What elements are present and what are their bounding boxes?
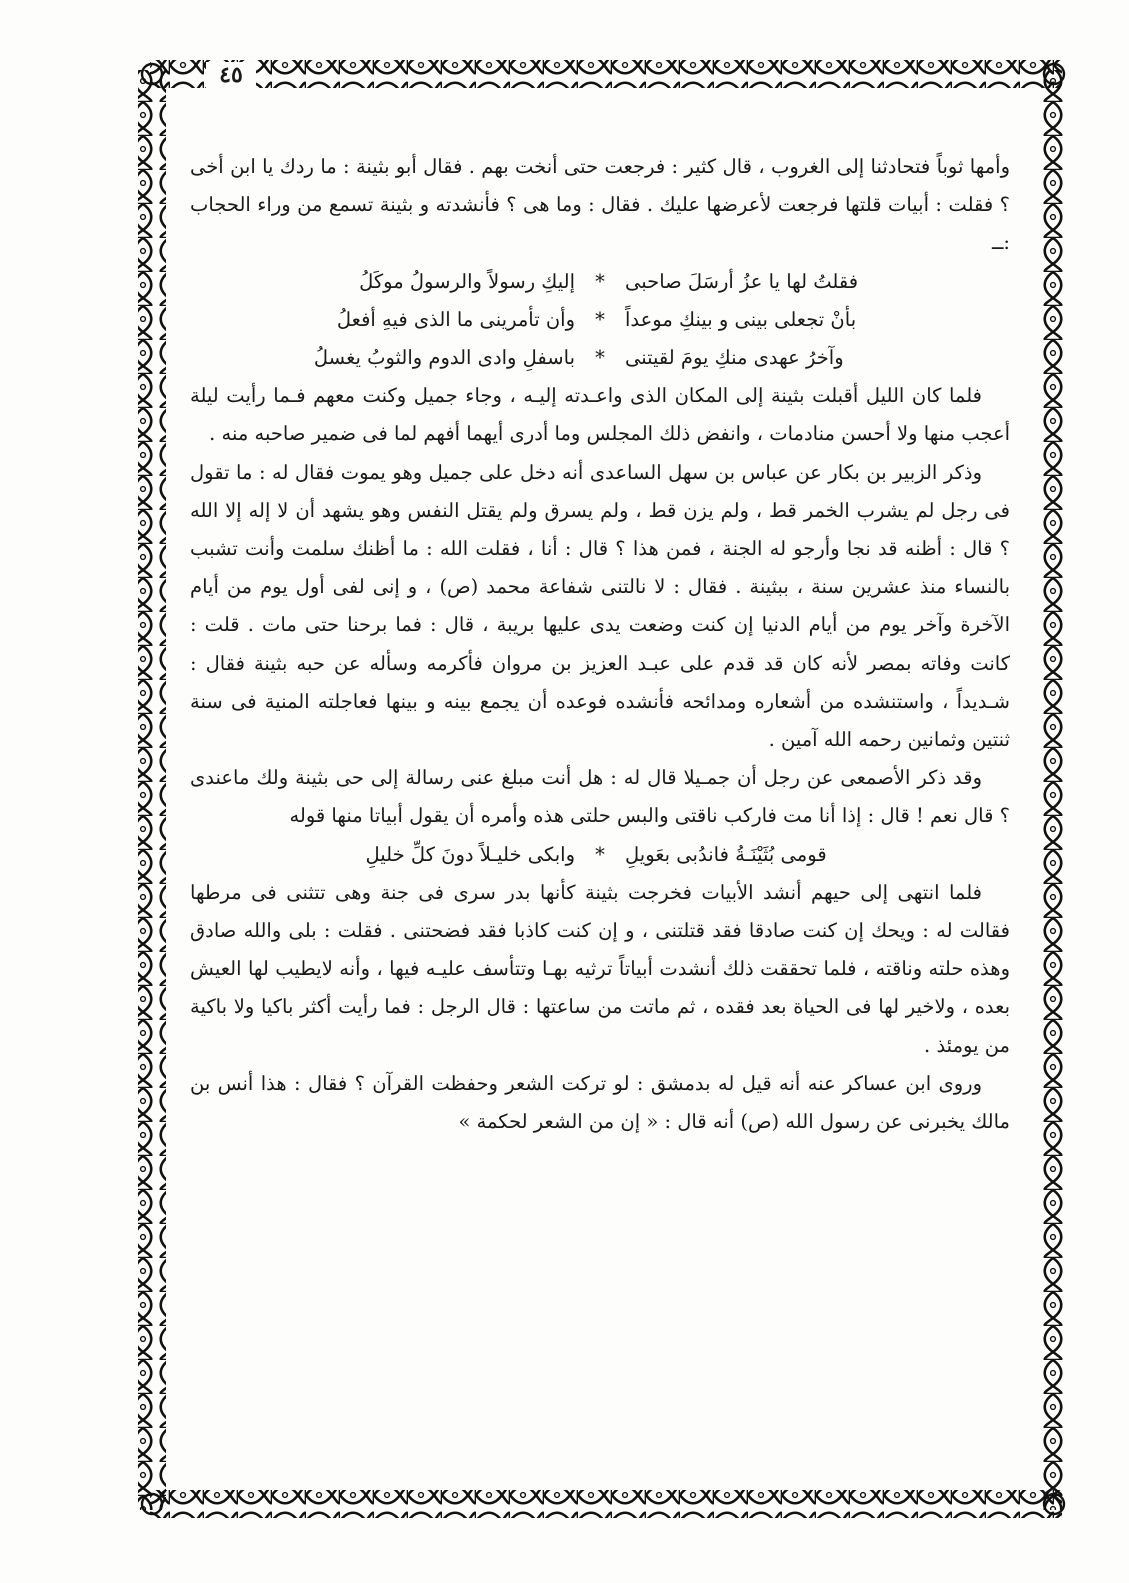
paragraph: فلما انتهى إلى حيهم أنشد الأبيات فخرجت بثينة كأنها بدر سرى فى جنة وهى تتثنى فى مرطها فقالت له : ويحك إن كنت صادقا فقد قتلتنى ، و إن كنت كاذبا فقد فضحتنى . فقلت : بلى والله صادق وهذه حلته وناقته ، فلما تحققت ذلك أنشدت أبياتاً ترثيه بهـا وتتأسف عليـه فيها ، وأنه لايطيب لها العيش بعده ، ولاخير لها فى الحياة بعد فقده ، ثم ماتت من ساعتها : قال الرجل : فما رأيت أكثر باكيا ولا باكية من يومئذ .: [190, 880, 1010, 1057]
verse-line: [190, 263, 1010, 301]
paragraph: وذكر الزبير بن بكار عن عباس بن سهل الساعدى أنه دخل على جميل وهو يموت فقال له : ما تقول فى رجل لم يشرب الخمر قط ، ولم يزن قط ، ولم يسرق ولم يقتل النفس وهو يشهد أن لا إله إلا الله ؟ قال : أظنه قد نجا وأرجو له الجنة ، فمن هذا ؟ قال : أنا ، فقلت الله : ما أظنك سلمت وأنت تشبب بالنساء منذ عشرين سنة ، ببثينة . فقال : لا نالتنى شفاعة محمد (ص) ، و إنى لفى أول يوم من أيام الآخرة وآخر يوم من أيام الدنيا إن كنت وضعت يدى عليها بريبة ، قال : فما برحنا حتى مات . قلت : كانت وفاته بمصر لأنه كان قد قدم على عبـد العزيز بن مروان فأكرمه وسأله عن حبه بثينة فقال : شـديداً ، واستنشده من أشعاره ومدائحه فأنشده فوعده أن يجمع بينه و بينها فعاجلته المنية فى سنة ثنتين وثمانين رحمه الله آمين .: [190, 460, 1010, 752]
verse-line: [190, 301, 1010, 339]
page-number: ٤٥: [206, 62, 256, 88]
paragraph: فلما كان الليل أقبلت بثينة إلى المكان الذى واعـدته إليـه ، وجاء جميل وكنت معهم فـما رأيت ليلة أعجب منها ولا أحسن منادمات ، وانفض ذلك المجلس وما أدرى أيهما أفهم لما فى ضمير صاحبه منه .: [190, 384, 1010, 446]
verse-line: [190, 836, 1010, 874]
verse-first-hemistich: وآخرُ عهدى منكِ يومَ لقيتنى: [625, 346, 844, 370]
verse-separator: *: [595, 269, 605, 293]
page-body: [190, 148, 1010, 1478]
verse-separator: *: [595, 307, 605, 331]
verse-separator: *: [595, 346, 605, 370]
verse-first-hemistich: فقلتُ لها يا عزُ أرسَلَ صاحبى: [625, 269, 859, 293]
paragraph: وقد ذكر الأصمعى عن رجل أن جمـيلا قال له : هل أنت مبلغ عنى رسالة إلى حى بثينة ولك ماعندى ؟ قال نعم ! قال : إذا أنا مت فاركب ناقتى والبس حلتى هذه وأمره أن يقول أبياتا منها قوله: [190, 766, 1010, 828]
verse-first-hemistich: بأنْ تجعلى بينى و بينكِ موعداً: [625, 307, 857, 331]
verse-separator: *: [595, 842, 605, 866]
paragraph: وروى ابن عساكر عنه أنه قيل له بدمشق : لو تركت الشعر وحفظت القرآن ؟ فقال : هذا أنس بن مالك يخبرنى عن رسول الله (ص) أنه قال : « إن من الشعر لحكمة »: [190, 1071, 1010, 1134]
verse-second-hemistich: باسفلِ وادى الدوم والثوبُ يغسلُ: [313, 346, 575, 370]
verse-second-hemistich: إليكِ رسولاً والرسولُ موكَلُ: [359, 269, 575, 293]
verse-second-hemistich: وابكى خليـلاً دونَ كلِّ خليلِ: [365, 842, 575, 866]
verse-line: [190, 339, 1010, 377]
paragraph: وأمها ثوباً فتحادثنا إلى الغروب ، قال كثير : فرجعت حتى أنخت بهم . فقال أبو بثينة : ما ردك يا ابن أخى ؟ فقلت : أبيات قلتها فرجعت لأعرضها عليك . فقال : وما هى ؟ فأنشدته و بثينة تسمع من وراء الحجاب :ــ: [190, 155, 1010, 255]
verse-second-hemistich: وأن تأمرينى ما الذى فيهِ أفعلُ: [336, 307, 575, 331]
verse-first-hemistich: قومى بُثَيْنَـةُ فاندُبى بعَويلِ: [625, 842, 827, 866]
